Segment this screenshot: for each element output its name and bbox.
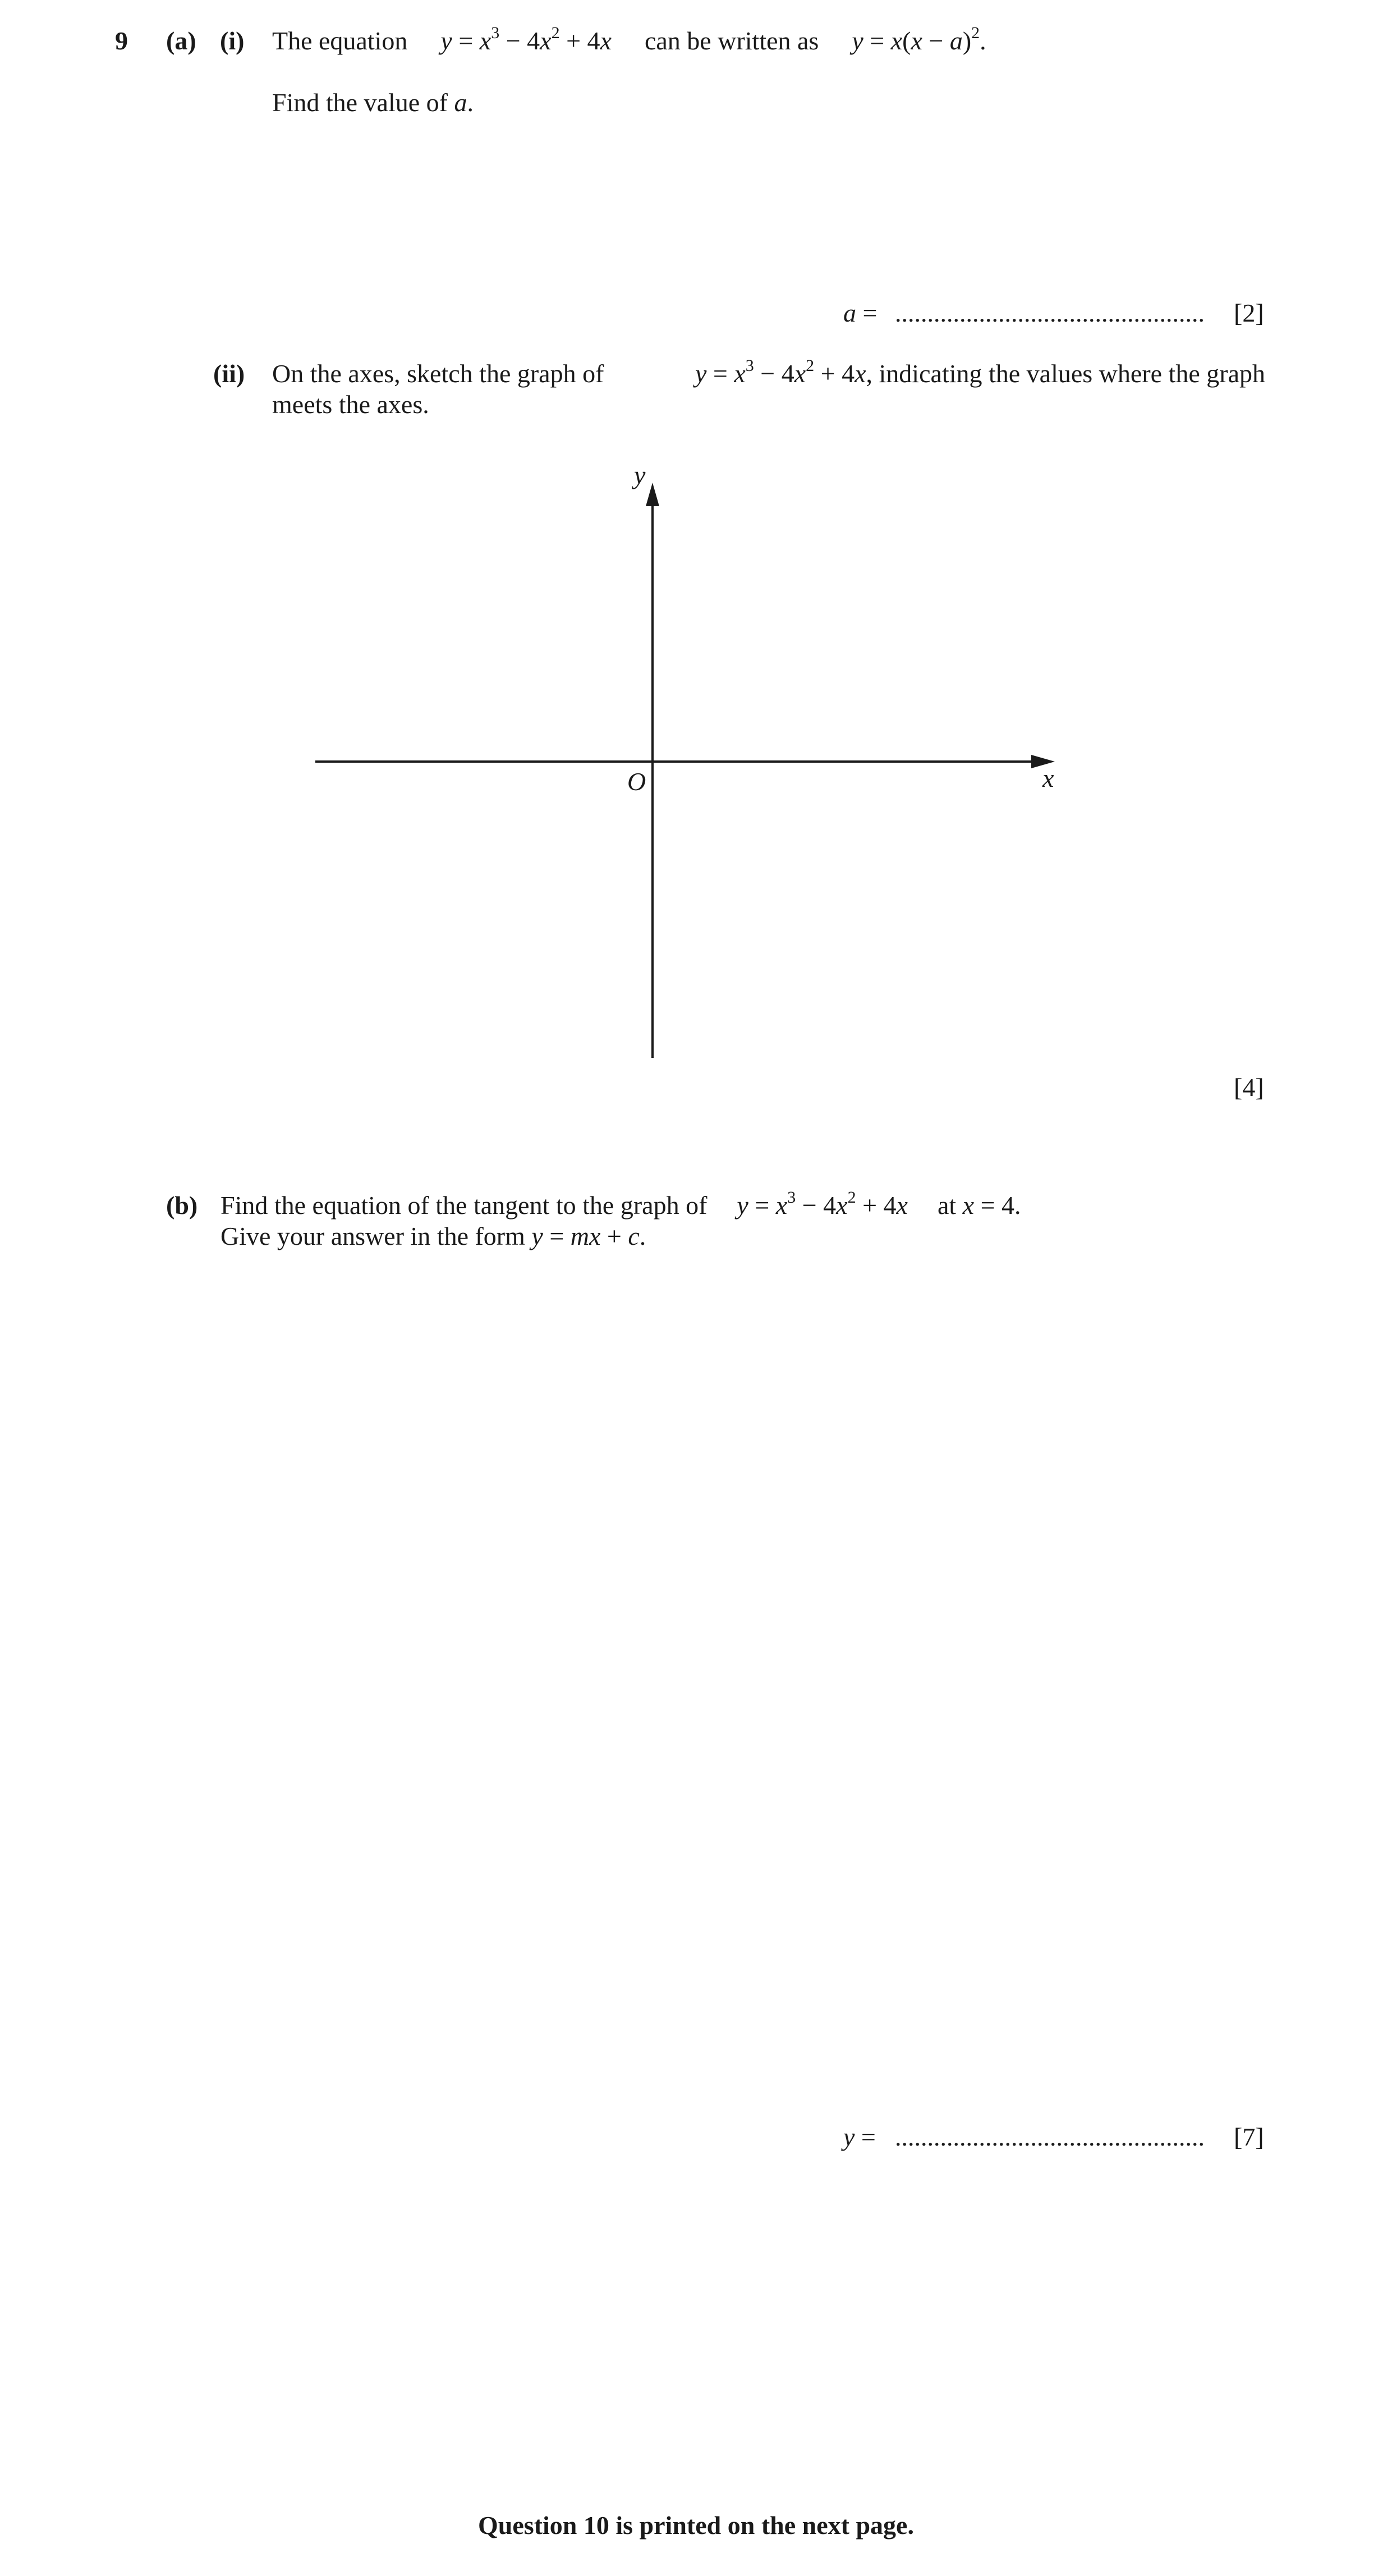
answer-a-dots[interactable]: ................................................ xyxy=(895,300,1205,326)
origin-label: O xyxy=(627,767,646,796)
answer-line-b xyxy=(843,2124,876,2150)
part-b-line1 xyxy=(220,1188,1021,1220)
eq2-close: ) xyxy=(962,26,972,55)
answer-a-var: a xyxy=(843,299,856,327)
eq4-x2: x xyxy=(836,1191,848,1220)
eq2-equals: = xyxy=(863,26,891,55)
eq3-exp3: 3 xyxy=(745,356,754,375)
instruction-var: a xyxy=(454,88,467,117)
eq1-x3: x xyxy=(600,26,612,55)
eq1-x: x xyxy=(479,26,491,55)
part-a-ii-line2: meets the axes. xyxy=(272,390,429,419)
answer-b-dots[interactable]: ................................................ xyxy=(895,2124,1205,2150)
x-axis-label: x xyxy=(1042,764,1054,792)
answer-b-var: y xyxy=(843,2123,855,2151)
marks-a-ii: [4] xyxy=(1234,1073,1264,1102)
at-var: x xyxy=(962,1191,975,1220)
eq2-a: a xyxy=(949,26,963,55)
part-b-label: (b) xyxy=(166,1191,198,1220)
answer-b-equals: = xyxy=(855,2123,876,2151)
eq2-y: y xyxy=(852,26,863,55)
eq4-x3: x xyxy=(896,1191,908,1220)
eq1-exp2: 2 xyxy=(551,24,560,42)
eq2-exp: 2 xyxy=(971,24,980,42)
eq3-tail: + 4 xyxy=(814,359,855,388)
part-b-line2 xyxy=(220,1223,646,1249)
eq4-y: y xyxy=(737,1191,748,1220)
form-equals: = xyxy=(543,1222,571,1250)
eq3-x: x xyxy=(734,359,746,388)
eq1-x2: x xyxy=(540,26,552,55)
question-number: 9 xyxy=(115,26,128,55)
footer-note: Question 10 is printed on the next page. xyxy=(478,2511,914,2540)
eq3-mid: − 4 xyxy=(754,359,794,388)
form-m: mx xyxy=(570,1222,601,1250)
eq4-mid: − 4 xyxy=(796,1191,837,1220)
eq3-x2: x xyxy=(794,359,806,388)
eq1-equals: = xyxy=(452,26,480,55)
eq4-tail: + 4 xyxy=(856,1191,897,1220)
eq3-y: y xyxy=(695,359,707,388)
marks-a-i: [2] xyxy=(1234,299,1264,327)
eq1-y: y xyxy=(440,26,452,55)
eq3-exp2: 2 xyxy=(806,356,815,375)
eq3-x3: x xyxy=(855,359,866,388)
eq2-x2: x xyxy=(911,26,922,55)
form-end: . xyxy=(639,1222,646,1250)
part-a-ii-suffix: , indicating the values where the graph xyxy=(866,359,1265,388)
form-y: y xyxy=(531,1222,543,1250)
eq2-minus: − xyxy=(922,26,950,55)
eq1-mid: − 4 xyxy=(499,26,540,55)
instruction-end: . xyxy=(467,88,474,117)
eq3-equals: = xyxy=(706,359,734,388)
part-a-i-label: (i) xyxy=(220,26,245,55)
part-a-i-text-mid: can be written as xyxy=(644,26,819,55)
part-b-prefix: Find the equation of the tangent to the graph of xyxy=(220,1191,708,1220)
y-axis-label: y xyxy=(634,461,646,489)
part-a-ii-prefix: On the axes, sketch the graph of xyxy=(272,359,604,388)
eq2-paren: ( xyxy=(902,26,911,55)
y-axis-arrow xyxy=(646,483,659,506)
at-value: = 4. xyxy=(974,1191,1021,1220)
eq4-exp3: 3 xyxy=(787,1188,796,1207)
form-c: c xyxy=(628,1222,640,1250)
part-a-i-text-prefix: The equation xyxy=(272,26,408,55)
eq4-x: x xyxy=(775,1191,788,1220)
part-b-line2-prefix: Give your answer in the form xyxy=(220,1222,532,1250)
instruction-prefix: Find the value of xyxy=(272,88,454,117)
answer-a-equals: = xyxy=(856,299,878,327)
eq4-equals: = xyxy=(748,1191,776,1220)
eq2-x: x xyxy=(890,26,903,55)
eq1-tail: + 4 xyxy=(559,26,600,55)
at-text: at xyxy=(937,1191,963,1220)
marks-b: [7] xyxy=(1234,2123,1264,2151)
eq2-end: . xyxy=(980,26,986,55)
eq1-exp3: 3 xyxy=(491,24,500,42)
part-a-ii-label: (ii) xyxy=(213,359,245,388)
part-a-label: (a) xyxy=(166,26,196,55)
eq4-exp2: 2 xyxy=(847,1188,856,1207)
form-plus: + xyxy=(600,1222,628,1250)
